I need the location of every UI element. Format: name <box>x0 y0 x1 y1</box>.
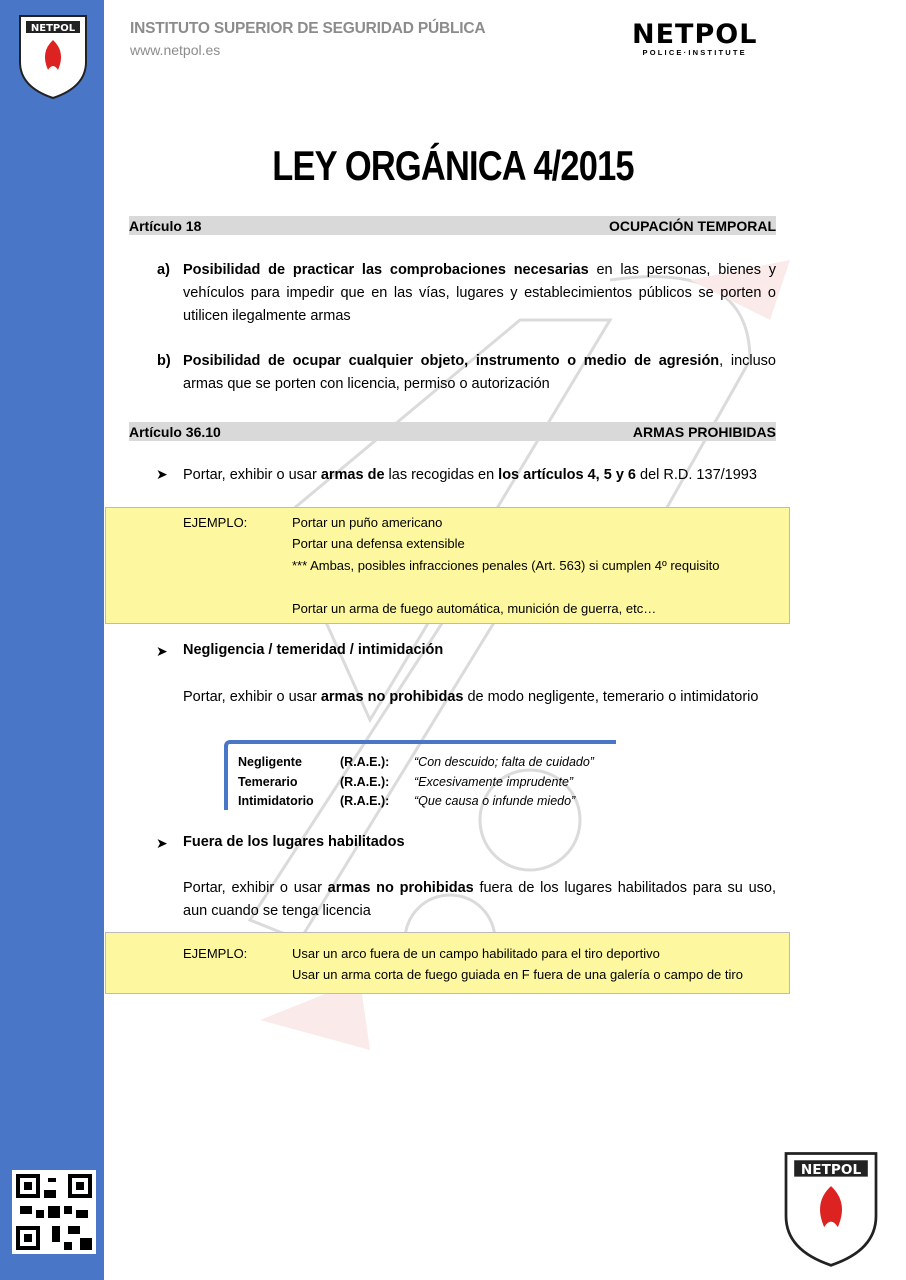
netpol-logo: NETPOL POLICE·INSTITUTE <box>632 19 758 57</box>
arrow-bullet-icon: ➤ <box>156 643 168 659</box>
arrow-bullet-icon: ➤ <box>156 835 168 851</box>
bullet-fuera-text: Portar, exhibir o usar armas no prohibidas fuera de los lugares habilitados para su uso, aun cuando se tenga licencia <box>183 880 776 919</box>
list-marker: b) <box>157 353 171 369</box>
definition-row: Negligente (R.A.E.): “Con descuido; falta de cuidado” <box>238 755 594 769</box>
bullet-heading: Negligencia / temeridad / intimidación <box>183 642 444 658</box>
section-header-art36: Artículo 36.10 ARMAS PROHIBIDAS <box>129 423 776 440</box>
svg-text:NETPOL: NETPOL <box>30 23 76 34</box>
art18-item-a: Posibilidad de practicar las comprobaciones necesarias en las personas, bienes y vehículos para impedir que en las vías, lugares y establecimientos públicos se porten o utilicen ilegalmente armas <box>183 262 777 324</box>
example-note-1: EJEMPLO: Portar un puño americano Portar una defensa extensible *** Ambas, posibles infracciones penales (Art. 563) si cumplen 4º requisito Portar un arma de fuego automática, munición de guerra, etc… <box>105 507 790 624</box>
page-title: LEY ORGÁNICA 4/2015 <box>272 142 634 189</box>
institute-name: INSTITUTO SUPERIOR DE SEGURIDAD PÚBLICA <box>130 20 486 37</box>
bullet-heading: Fuera de los lugares habilitados <box>183 834 405 850</box>
list-marker: a) <box>157 262 170 278</box>
website-link[interactable]: www.netpol.es <box>130 42 221 58</box>
svg-text:NETPOL: NETPOL <box>800 1161 862 1178</box>
sidebar-band <box>0 0 104 1280</box>
bullet-portar: Portar, exhibir o usar armas de las recogidas en los artículos 4, 5 y 6 del R.D. 137/1993 <box>183 467 757 483</box>
qr-code <box>12 1170 96 1254</box>
netpol-footer-shield-logo <box>780 1148 882 1268</box>
netpol-shield-logo <box>18 12 88 100</box>
rae-definitions-box <box>224 740 616 810</box>
arrow-bullet-icon: ➤ <box>156 466 168 482</box>
section-header-art18: Artículo 18 OCUPACIÓN TEMPORAL <box>129 217 776 234</box>
definition-row: Intimidatorio (R.A.E.): “Que causa o infunde miedo” <box>238 794 576 808</box>
bullet-negligencia-text: Portar, exhibir o usar armas no prohibidas de modo negligente, temerario o intimidatorio <box>183 689 759 705</box>
definition-row: Temerario (R.A.E.): “Excesivamente imprudente” <box>238 775 574 789</box>
example-note-2: EJEMPLO: Usar un arco fuera de un campo habilitado para el tiro deportivo Usar un arma corta de fuego guiada en F fuera de una galería o campo de tiro <box>105 932 790 994</box>
art18-item-b: Posibilidad de ocupar cualquier objeto, instrumento o medio de agresión, incluso armas que se porten con licencia, permiso o autorización <box>183 353 776 392</box>
